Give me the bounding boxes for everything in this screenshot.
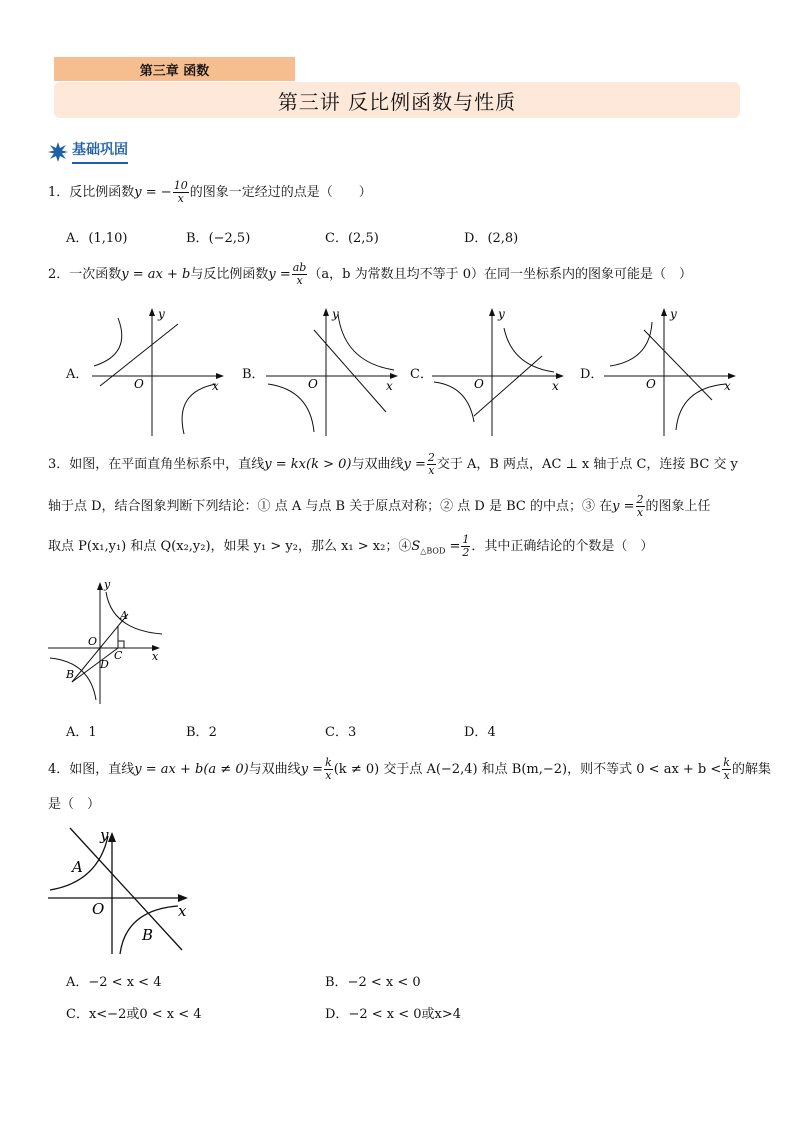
option-text: 2 bbox=[208, 725, 217, 740]
q1-option-a[interactable] bbox=[66, 227, 127, 246]
q1-frac-num: 10 bbox=[173, 179, 188, 192]
q2-option-d-label[interactable]: D． bbox=[580, 367, 604, 382]
q4-fraction-2 bbox=[722, 757, 731, 782]
q2-post: （a，b 为常数且均不等于 0）在同一坐标系内的图象可能是（ ） bbox=[308, 267, 692, 282]
question-4-line-2: 是（ ） bbox=[48, 797, 101, 812]
point-d-label: D bbox=[100, 658, 109, 671]
chapter-tab: 第三章 函数 bbox=[54, 57, 295, 81]
q1-frac-den: x bbox=[177, 192, 184, 205]
point-c-label: C bbox=[114, 649, 123, 662]
option-text: −2 < x < 4 bbox=[88, 975, 162, 990]
q2-graph-c[interactable] bbox=[428, 304, 568, 438]
q1-lhs: y = − bbox=[134, 185, 172, 200]
q3-text-3b: ．其中正确结论的个数是（ ） bbox=[471, 539, 654, 554]
origin-label: O bbox=[308, 377, 318, 391]
option-label: B． bbox=[186, 725, 209, 740]
q3-line3-frac-num: 1 bbox=[462, 533, 470, 546]
q4-option-c[interactable] bbox=[66, 1003, 202, 1022]
option-label: A． bbox=[66, 725, 89, 740]
q1-option-c[interactable] bbox=[325, 227, 379, 246]
y-axis-label: y bbox=[100, 826, 109, 844]
section-heading bbox=[48, 139, 128, 164]
origin-label: O bbox=[474, 377, 484, 391]
q4-figure bbox=[46, 826, 196, 956]
option-text: x<−2或0 < x < 4 bbox=[88, 1007, 202, 1022]
q3-hyperbola-lhs: y = bbox=[403, 457, 426, 472]
q2-linear: y = ax + b bbox=[121, 267, 191, 282]
option-label: C． bbox=[325, 725, 348, 740]
option-label: C． bbox=[66, 1007, 89, 1022]
question-3-line-2 bbox=[48, 494, 711, 519]
x-axis-label: x bbox=[178, 902, 187, 920]
question-3-line-1 bbox=[48, 452, 738, 477]
q3-frac-den: x bbox=[428, 464, 435, 477]
point-b-label: B bbox=[66, 668, 75, 681]
q4-frac-den: x bbox=[325, 769, 332, 782]
point-a-label: A bbox=[72, 858, 83, 876]
q4-text-1c: 与双曲线 bbox=[248, 762, 301, 777]
q4-option-d[interactable] bbox=[325, 1003, 461, 1022]
q2-frac-num: ab bbox=[292, 261, 307, 274]
starburst-icon bbox=[48, 142, 68, 162]
q3-frac-num: 2 bbox=[427, 451, 435, 464]
q1-fraction bbox=[173, 180, 189, 205]
section-title: 基础巩固 bbox=[72, 139, 128, 164]
q3-line2-frac-den: x bbox=[636, 506, 644, 519]
q1-option-d[interactable] bbox=[464, 227, 518, 246]
q2-frac-den: x bbox=[296, 274, 303, 287]
q4-frac2-den: x bbox=[723, 769, 730, 782]
q3-text-1a: 3．如图，在平面直角坐标系中，直线 bbox=[48, 457, 265, 472]
option-text: (2,5) bbox=[347, 231, 379, 246]
option-text: (1,10) bbox=[88, 231, 128, 246]
q2-number: 2． bbox=[48, 267, 70, 282]
q4-frac-num: k bbox=[325, 756, 332, 769]
question-2 bbox=[48, 262, 692, 287]
q2-graph-b[interactable] bbox=[262, 304, 402, 438]
page-title: 第三讲 反比例函数与性质 bbox=[54, 82, 740, 118]
option-text: (−2,5) bbox=[208, 231, 251, 246]
q1-option-b[interactable] bbox=[186, 227, 250, 246]
question-3-line-3 bbox=[48, 534, 653, 559]
q4-option-b[interactable] bbox=[325, 971, 421, 990]
option-label: D． bbox=[325, 1007, 349, 1022]
q4-hyperbola-lhs: y = bbox=[300, 762, 324, 777]
q3-fraction bbox=[427, 452, 436, 477]
option-label: D． bbox=[464, 231, 488, 246]
x-axis-label: x bbox=[552, 379, 559, 393]
q3-area-subscript: △BOD bbox=[420, 546, 446, 556]
q3-line3-fraction bbox=[461, 534, 470, 559]
point-a-label: A bbox=[120, 609, 128, 622]
option-label: C． bbox=[325, 231, 348, 246]
q3-text-2b: 的图象上任 bbox=[645, 499, 711, 514]
q3-line2-frac-num: 2 bbox=[636, 493, 644, 506]
origin-label: O bbox=[134, 377, 144, 391]
y-axis-label: y bbox=[498, 307, 505, 321]
q3-option-c[interactable] bbox=[325, 721, 356, 740]
option-text: 3 bbox=[347, 725, 357, 740]
q3-figure bbox=[46, 576, 170, 706]
q2-fraction bbox=[292, 262, 308, 287]
option-text: −2 < x < 0或x>4 bbox=[348, 1007, 462, 1022]
q3-line2-fraction bbox=[636, 494, 645, 519]
q2-option-c-label[interactable]: C． bbox=[410, 367, 433, 382]
origin-label: O bbox=[92, 900, 105, 918]
q4-text-1a: 4．如图，直线 bbox=[48, 762, 135, 777]
y-axis-label: y bbox=[332, 307, 339, 321]
q1-pre: 反比例函数 bbox=[69, 185, 135, 200]
option-label: A． bbox=[66, 231, 89, 246]
q4-text-1d: (k ≠ 0) 交于点 A(−2,4) 和点 B(m,−2)，则不等式 0 < ax + b < bbox=[333, 762, 722, 777]
q3-text-1d: 交于 A，B 两点，AC ⊥ x 轴于点 C，连接 BC 交 y bbox=[436, 457, 738, 472]
q3-line3-frac-den: 2 bbox=[462, 546, 470, 559]
option-text: 4 bbox=[487, 725, 496, 740]
x-axis-label: x bbox=[724, 379, 731, 393]
y-axis-label: y bbox=[104, 578, 111, 591]
y-axis-label: y bbox=[158, 307, 165, 321]
question-1 bbox=[48, 180, 372, 205]
q3-text-1c: 与双曲线 bbox=[351, 457, 404, 472]
q2-lhs: y = bbox=[268, 267, 291, 282]
option-label: D． bbox=[464, 725, 488, 740]
q4-fraction bbox=[324, 757, 333, 782]
option-label: B． bbox=[325, 975, 348, 990]
option-text: −2 < x < 0 bbox=[347, 975, 421, 990]
x-axis-label: x bbox=[386, 379, 393, 393]
q1-post: 的图象一定经过的点是（ ） bbox=[189, 185, 372, 200]
x-axis-label: x bbox=[212, 379, 219, 393]
q4-frac2-num: k bbox=[723, 756, 730, 769]
option-label: B． bbox=[186, 231, 209, 246]
q3-option-d[interactable] bbox=[464, 721, 496, 740]
q2-mid: 与反比例函数 bbox=[190, 267, 269, 282]
q2-pre: 一次函数 bbox=[69, 267, 122, 282]
option-text: (2,8) bbox=[487, 231, 519, 246]
q3-line2-lhs: y = bbox=[612, 499, 635, 514]
q2-option-b-label[interactable]: B． bbox=[242, 367, 265, 382]
question-4-line-1 bbox=[48, 757, 771, 782]
q2-option-a-label[interactable]: A． bbox=[66, 367, 89, 382]
q3-option-a[interactable] bbox=[66, 721, 97, 740]
q3-line-eq: y = kx(k > 0) bbox=[264, 457, 352, 472]
q3-text-3a: 取点 P(x₁,y₁) 和点 Q(x₂,y₂)，如果 y₁ > y₂，那么 x₁ > x₂；④ bbox=[48, 539, 412, 554]
origin-label: O bbox=[88, 635, 98, 648]
option-text: 1 bbox=[88, 725, 97, 740]
q3-option-b[interactable] bbox=[186, 721, 217, 740]
option-label: A． bbox=[66, 975, 89, 990]
q1-number: 1． bbox=[48, 185, 70, 200]
q4-option-a[interactable] bbox=[66, 971, 161, 990]
point-b-label: B bbox=[142, 926, 154, 944]
q3-area-eq: = bbox=[445, 539, 461, 554]
q4-line-eq: y = ax + b(a ≠ 0) bbox=[134, 762, 249, 777]
origin-label: O bbox=[646, 377, 656, 391]
q3-text-2a: 轴于点 D，结合图象判断下列结论：① 点 A 与点 B 关于原点对称；② 点 D 是 BC 的中点；③ 在 bbox=[48, 499, 613, 514]
y-axis-label: y bbox=[670, 307, 677, 321]
q3-area-symbol: S bbox=[411, 539, 421, 554]
x-axis-label: x bbox=[152, 650, 159, 663]
q2-graph-d[interactable] bbox=[600, 304, 740, 438]
q4-text-1e: 的解集 bbox=[731, 762, 771, 777]
q2-graph-a[interactable] bbox=[88, 304, 228, 438]
